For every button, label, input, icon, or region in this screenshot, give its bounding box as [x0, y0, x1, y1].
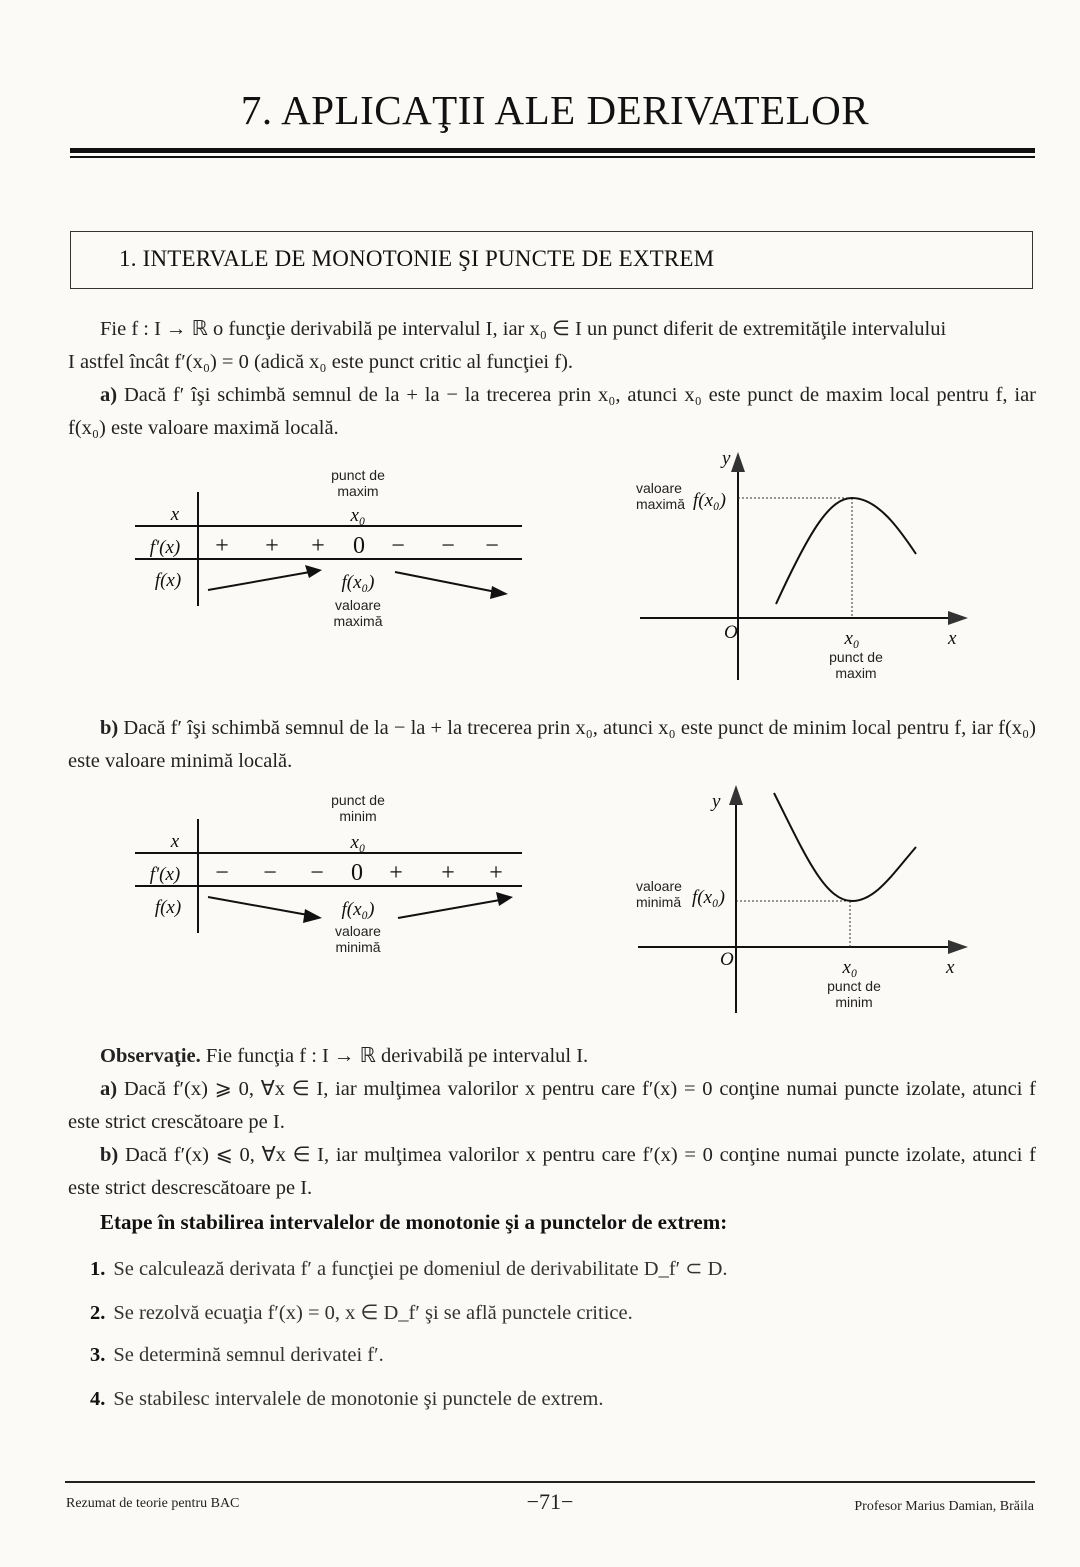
observation-a-label: a) — [100, 1078, 118, 1100]
table-min-bottom-label-2: minimă — [335, 939, 381, 955]
graph-min-x-label: x — [946, 957, 955, 978]
table-min-top-label-1: punct de — [331, 792, 385, 808]
graph-max-value-label-2: maximă — [636, 496, 686, 512]
step-item-4 — [90, 1388, 604, 1411]
section-heading-box — [70, 231, 1033, 289]
sign-cell: − — [263, 860, 277, 886]
observation-b-label: b) — [100, 1144, 119, 1166]
sign-cell: − — [310, 860, 324, 886]
sign-cell: + — [489, 860, 503, 886]
case-a-paragraph — [68, 379, 1036, 445]
table-max-bottom-label-2: maximă — [333, 613, 383, 629]
graph-min-value-label-1: valoare — [636, 878, 682, 894]
case-b-paragraph — [68, 712, 1036, 778]
step-text: Se determină semnul derivatei f′. — [113, 1344, 384, 1366]
title-rule-thin — [70, 156, 1035, 158]
step-text: Se stabilesc intervalele de monotonie şi punctele de extrem. — [113, 1388, 604, 1410]
graph-max-origin: O — [724, 622, 738, 643]
step-item-2 — [90, 1300, 633, 1325]
increase-arrow-icon — [305, 565, 322, 578]
variation-table-min — [130, 785, 530, 965]
table-min-row-x: x — [170, 831, 180, 852]
intro-paragraph — [68, 313, 1036, 379]
graph-max-fx0: f(x₀) — [693, 490, 726, 511]
sign-cell: + — [441, 860, 455, 886]
sign-cell: 0 — [353, 533, 365, 559]
table-min-row-fprime: f'(x) — [149, 864, 181, 885]
step-number: 4. — [90, 1388, 106, 1410]
graph-min-curve — [774, 793, 916, 901]
step-number: 1. — [90, 1258, 106, 1280]
title-rule-thick — [70, 148, 1035, 153]
table-max-fx0: f(x₀) — [341, 572, 375, 593]
table-min-bottom-label-1: valoare — [335, 923, 381, 939]
graph-min-value-label-2: minimă — [636, 894, 682, 910]
graph-min-point-label-2: minim — [835, 994, 873, 1010]
table-min-top-label-2: minim — [339, 808, 377, 824]
case-a-label: a) — [100, 384, 118, 406]
footer-left: Rezumat de teorie pentru BAC — [66, 1496, 240, 1511]
increase-arrow-icon — [496, 892, 513, 906]
graph-max-point-label-2: maxim — [835, 665, 877, 681]
table-max-bottom-label-1: valoare — [335, 597, 381, 613]
graph-min — [620, 775, 980, 1025]
intro-line-1: Fie f : I → ℝ o funcţie derivabilă pe intervalul I, iar x₀ ∈ I un punct diferit de extremităţile intervalului — [100, 318, 947, 340]
sign-cell: + — [265, 533, 279, 559]
graph-min-origin: O — [720, 949, 734, 970]
sign-cell: + — [311, 533, 325, 559]
case-b-text: Dacă f′ îşi schimbă semnul de la − la + la trecerea prin x₀, atunci x₀ este punct de minim local pentru f, iar f(x₀) este valoare minimă locală. — [68, 717, 1037, 772]
graph-max-value-label-1: valoare — [636, 480, 682, 496]
intro-line-2: I astfel încât f′(x₀) = 0 (adică x₀ este punct critic al funcţiei f). — [68, 351, 574, 373]
graph-max-y-label: y — [722, 448, 731, 469]
sign-cell: − — [485, 533, 499, 559]
table-min-fx0: f(x₀) — [341, 899, 375, 920]
case-b-label: b) — [100, 717, 119, 739]
graph-min-point-label-1: punct de — [827, 978, 881, 994]
observation-title: Observaţie. — [100, 1045, 201, 1067]
table-max-top-label-1: punct de — [331, 467, 385, 483]
x-axis-arrow-icon — [948, 611, 968, 625]
graph-max-x0: x₀ — [844, 628, 860, 649]
table-min-row-f: f(x) — [154, 897, 182, 918]
step-number: 2. — [90, 1302, 106, 1324]
case-a-text: Dacă f′ îşi schimbă semnul de la + la − la trecerea prin x₀, atunci x₀ este punct de maxim local pentru f, iar f(x₀) este valoare maximă locală. — [68, 384, 1037, 439]
steps-heading: Etape în stabilirea intervalelor de monotonie şi a punctelor de extrem: — [100, 1210, 728, 1234]
sign-cell: + — [215, 533, 229, 559]
section-title: 1. INTERVALE DE MONOTONIE ŞI PUNCTE DE EXTREM — [119, 246, 715, 271]
decrease-arrow-icon — [303, 909, 322, 923]
y-axis-arrow-icon — [731, 452, 745, 472]
table-min-x0: x₀ — [350, 832, 366, 853]
observation-intro: Fie funcţia f : I → ℝ derivabilă pe intervalul I. — [205, 1045, 589, 1067]
graph-max-curve — [776, 498, 916, 604]
graph-min-y-label: y — [712, 791, 721, 812]
chapter-title: 7. APLICAŢII ALE DERIVATELOR — [240, 87, 870, 133]
step-text: Se calculează derivata f′ a funcţiei pe domeniul de derivabilitate D_f′ ⊂ D. — [113, 1258, 728, 1280]
sign-cell: − — [391, 533, 405, 559]
table-max-row-x: x — [170, 504, 180, 525]
table-max-row-f: f(x) — [154, 570, 182, 591]
sign-cell: + — [389, 860, 403, 886]
sign-cell: 0 — [351, 860, 363, 886]
table-max-row-fprime: f'(x) — [149, 537, 181, 558]
step-number: 3. — [90, 1344, 106, 1366]
x-axis-arrow-icon — [948, 940, 968, 954]
table-max-x0: x₀ — [350, 505, 366, 526]
variation-table-max — [130, 460, 530, 640]
decrease-arrow-icon — [490, 586, 508, 599]
graph-min-fx0: f(x₀) — [692, 887, 725, 908]
sign-cell: − — [215, 860, 229, 886]
graph-max-x-label: x — [948, 628, 957, 649]
observation-b-text: Dacă f′(x) ⩽ 0, ∀x ∈ I, iar mulţimea valorilor x pentru care f′(x) = 0 conţine numai puncte izolate, atunci f este strict descrescătoare pe I. — [68, 1144, 1036, 1199]
sign-cell: − — [441, 533, 455, 559]
footer-right: Profesor Marius Damian, Brăila — [854, 1499, 1034, 1514]
step-item-1 — [90, 1256, 728, 1281]
table-max-top-label-2: maxim — [337, 483, 379, 499]
observation-a-text: Dacă f′(x) ⩾ 0, ∀x ∈ I, iar mulţimea valorilor x pentru care f′(x) = 0 conţine numai puncte izolate, atunci f este strict crescătoare pe I. — [68, 1078, 1036, 1133]
step-text: Se rezolvă ecuaţia f′(x) = 0, x ∈ D_f′ şi se află punctele critice. — [113, 1302, 633, 1324]
step-item-3 — [90, 1344, 384, 1367]
graph-max-point-label-1: punct de — [829, 649, 883, 665]
page-number: −71− — [526, 1489, 574, 1514]
observation-block — [68, 1040, 1036, 1205]
y-axis-arrow-icon — [729, 785, 743, 805]
graph-min-x0: x₀ — [842, 957, 858, 978]
graph-max — [620, 440, 980, 690]
footer-rule — [65, 1481, 1035, 1483]
